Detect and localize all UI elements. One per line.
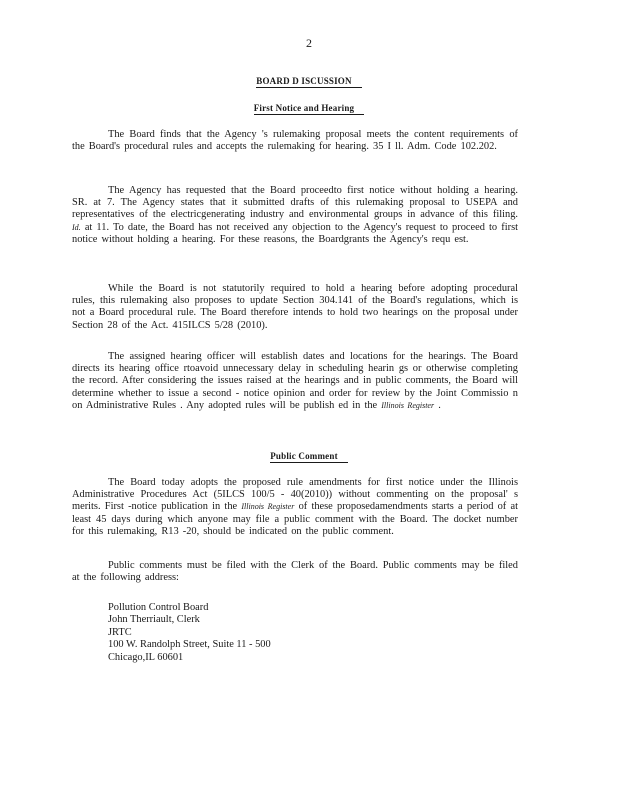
paragraph-5-text: The Board today adopts the proposed rule amendments for first notice under the Illinois Administrative Procedures Act (5ILCS 100/5 - 40(2010)) without commenting on the proposal' s merits. First -notice publication in the <box>72 477 518 513</box>
paragraph-2 <box>72 185 518 246</box>
paragraph-4-end: . <box>438 399 441 411</box>
heading-board-discussion-text: BOARD D ISCUSSION <box>256 76 361 88</box>
paragraph-2-text-b: at 11. To date, the Board has not received any objection to the Agency's request to proceed to first notice without holding a hearing. For these reasons, the Boardgrants the Agency's requ est. <box>72 221 518 245</box>
clerk-address <box>108 602 408 664</box>
address-line: Pollution Control Board <box>108 602 209 613</box>
page-number: 2 <box>306 36 312 50</box>
paragraph-4-register: Illinois Register <box>381 400 435 410</box>
paragraph-5-text-b: of these proposedamendments starts a period of at least 45 days during which anyone may file a public comment with the Board. The docket number for this rulemaking, R13 -20, should be indicated on the public comment. <box>72 501 518 537</box>
paragraph-6 <box>72 560 518 584</box>
heading-first-notice <box>0 103 618 113</box>
heading-public-comment-text: Public Comment <box>270 451 348 463</box>
address-line: 100 W. Randolph Street, Suite 11 - 500 <box>108 639 271 651</box>
paragraph-4 <box>72 351 518 412</box>
heading-public-comment <box>0 451 618 461</box>
paragraph-2-id-cite: Id. <box>72 222 81 232</box>
paragraph-5 <box>72 477 518 538</box>
address-line: John Therriault, Clerk <box>108 614 200 626</box>
paragraph-6-text: Public comments must be filed with the Clerk of the Board. Public comments may be filed at the following address: <box>72 560 518 584</box>
heading-board-discussion <box>0 76 618 86</box>
paragraph-1-text: The Board finds that the Agency 's rulemaking proposal meets the content requirements of the Board's procedural rules and accepts the rulemaking for hearing. 35 I ll. Adm. Code 102.202. <box>72 129 518 153</box>
paragraph-3-text: While the Board is not statutorily required to hold a hearing before adopting procedural rules, this rulemaking also proposes to update Section 304.141 of the Board's regulations, which is not a Board procedural rule. The Board therefore intends to hold two hearings on the proposal under Section 28 of the Act. 415ILCS 5/28 (2010). <box>72 283 518 331</box>
paragraph-4-text: The assigned hearing officer will establish dates and locations for the hearings. The Board directs its hearing office rtoavoid unnecessary delay in scheduling hearin gs or otherwise completing the record. After considering the issues raised at the hearings and in public comments, the Board will determine whether to issue a second - notice opinion and order for review by the Joint Commissio n on Administrative Rules . Any adopted rules will be publish ed in the <box>72 351 518 411</box>
paragraph-2-text: The Agency has requested that the Board proceedto first notice without holding a hearing. SR. at 7. The Agency states that it submitted drafts of this rulemaking proposal to USEPA and representatives of the electricgenerating industry and environmental groups in advance of this filing. <box>72 185 518 221</box>
heading-first-notice-text: First Notice and Hearing <box>254 103 365 115</box>
paragraph-1 <box>72 129 518 153</box>
paragraph-5-register: Illinois Register <box>241 502 295 512</box>
address-line: Chicago,IL 60601 <box>108 651 184 663</box>
paragraph-3 <box>72 283 518 332</box>
address-line: JRTC <box>108 626 132 638</box>
